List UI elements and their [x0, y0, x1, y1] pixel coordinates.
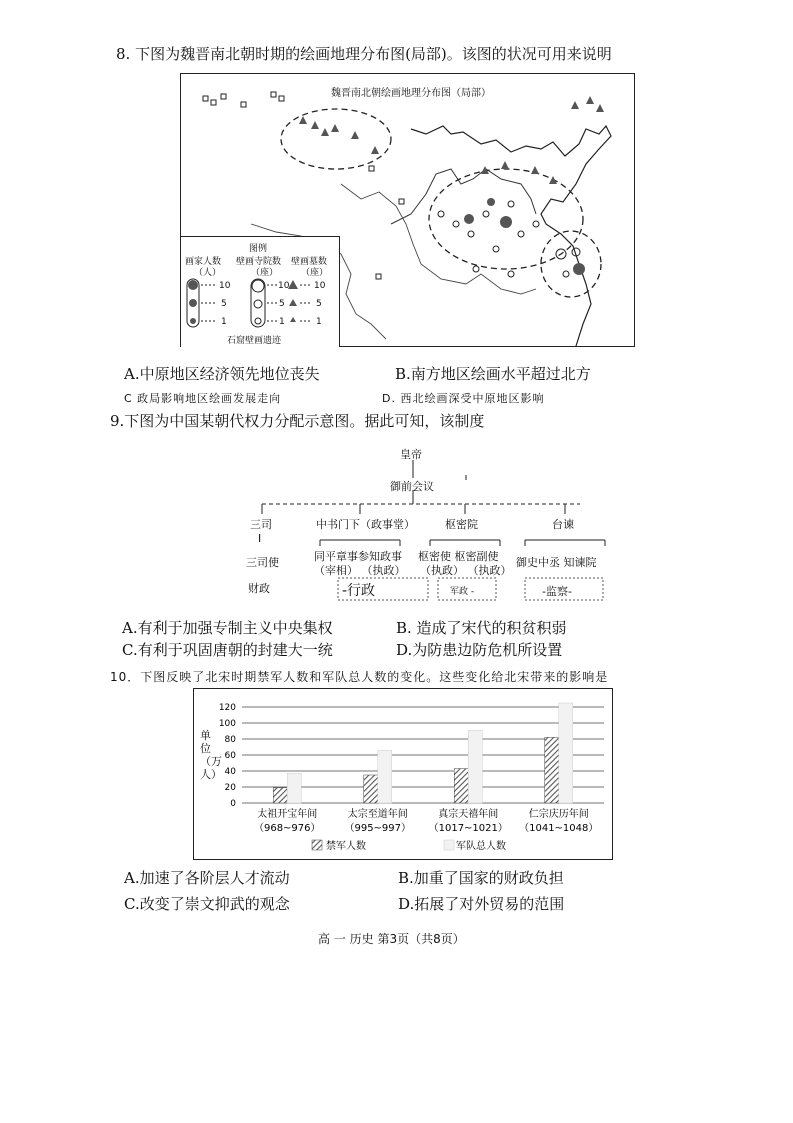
legend-c1-5: 5	[221, 299, 227, 309]
q10-option-c[interactable]: C.改变了崇文抑武的观念	[124, 895, 290, 913]
node-shumishi-2: （执政） （执政）	[420, 564, 512, 577]
q9-option-a[interactable]: A.有利于加强专制主义中央集权	[122, 619, 333, 637]
legend-col2: 壁画寺院数	[236, 257, 282, 267]
legend-c2-10: 10	[278, 281, 290, 291]
node-sansishi: 三司使	[246, 556, 279, 569]
legend-c1-10: 10	[219, 281, 231, 291]
node-yushi: 御史中丞 知谏院	[516, 556, 597, 569]
page-footer: 高 一 历史 第3页（共8页）	[318, 932, 465, 946]
bar-total	[287, 773, 301, 803]
map-coastline	[411, 126, 611, 346]
bar-jinjun	[273, 788, 287, 803]
q10-chart	[194, 689, 612, 859]
y-tick-label: 40	[224, 767, 236, 777]
node-council: 御前会议	[390, 480, 434, 493]
legend-c2-1: 1	[279, 317, 285, 327]
q10-option-d[interactable]: D.拓展了对外贸易的范围	[398, 895, 565, 913]
q9-stem: 9.下图为中国某朝代权力分配示意图。据此可知，该制度	[110, 412, 485, 430]
y-tick-label: 20	[224, 783, 236, 793]
y-tick-label: 80	[224, 735, 236, 745]
q8-option-a[interactable]: A.中原地区经济领先地位丧失	[124, 365, 320, 383]
node-zhongshu: 中书门下（政事堂）	[316, 518, 415, 531]
x-tick-label: 真宗天禧年间	[438, 809, 499, 820]
x-tick-label: 仁宗庆历年间	[528, 809, 589, 820]
node-zaixiang: 同平章事参知政事	[314, 550, 402, 563]
node-zaixiang-2: （宰相） （执政）	[314, 564, 406, 577]
node-jiancha: -监察-	[542, 585, 572, 598]
region-south	[541, 231, 601, 297]
x-tick-years: （1041~1048）	[519, 823, 599, 834]
node-emperor: 皇帝	[400, 448, 422, 461]
y-tick-label: 0	[230, 799, 236, 809]
map-inner-line	[341, 184, 536, 294]
legend-col3-unit: （座）	[301, 268, 329, 278]
map-title: 魏晋南北朝绘画地理分布图（局部）	[331, 88, 491, 99]
legend-swatch-jinjun	[312, 840, 322, 850]
legend-c3-5: 5	[316, 299, 322, 309]
x-tick-label: 太宗至道年间	[347, 809, 408, 820]
legend-col3: 壁画墓数	[291, 257, 328, 267]
legend-swatch-total	[444, 840, 454, 850]
legend-c3-10: 10	[314, 281, 326, 291]
bar-jinjun	[454, 769, 468, 803]
bar-total	[378, 750, 392, 803]
legend-label-jinjun: 禁军人数	[326, 841, 366, 852]
q9-option-c[interactable]: C.有利于巩固唐朝的封建大一统	[122, 641, 333, 659]
q10-stem: 10．下图反映了北宋时期禁军人数和军队总人数的变化。这些变化给北宋带来的影响是	[110, 670, 609, 684]
legend-col1-unit: （人）	[194, 268, 222, 278]
q9-option-d[interactable]: D.为防患边防危机所设置	[396, 641, 563, 659]
x-tick-years: （995~997）	[344, 823, 412, 834]
map-river	[391, 169, 536, 224]
bar-jinjun	[364, 775, 378, 803]
node-junshi: 军政 -	[450, 587, 475, 597]
legend-col2-unit: （座）	[251, 268, 279, 278]
map-legend	[181, 236, 340, 347]
x-tick-years: （1017~1021）	[428, 823, 508, 834]
node-sansi-sub: I	[258, 532, 262, 545]
q8-option-b[interactable]: B.南方地区绘画水平超过北方	[395, 365, 591, 383]
q10-chart-frame	[193, 688, 613, 860]
q8-map	[180, 73, 635, 347]
legend-c1-1: 1	[221, 317, 227, 327]
bar-jinjun	[545, 737, 559, 803]
chart-ylabel: 单位（万人）	[200, 729, 222, 781]
q8-stem: 8. 下图为魏晋南北朝时期的绘画地理分布图(局部)。该图的状况可用来说明	[116, 45, 612, 63]
y-tick-label: 60	[224, 751, 236, 761]
legend-cave: 石窟壁画遗迹	[227, 336, 282, 346]
x-tick-label: 太祖开宝年间	[257, 809, 318, 820]
q8-option-c[interactable]: C 政局影响地区绘画发展走向	[124, 392, 282, 405]
q9-diagram	[230, 440, 620, 610]
q8-option-d[interactable]: D. 西北绘画深受中原地区影响	[382, 392, 545, 405]
bar-total	[468, 730, 482, 803]
y-tick-label: 120	[218, 703, 236, 713]
region-northwest	[281, 109, 391, 169]
legend-title: 图例	[249, 244, 268, 254]
y-tick-label: 100	[218, 719, 236, 729]
node-xingzheng: -行政	[342, 583, 376, 599]
x-tick-years: （968~976）	[253, 823, 321, 834]
q9-option-b[interactable]: B. 造成了宋代的积贫积弱	[396, 619, 567, 637]
node-caizheng: 财政	[248, 582, 270, 595]
q10-option-a[interactable]: A.加速了各阶层人才流动	[124, 869, 290, 887]
node-shumi: 枢密院	[445, 518, 478, 531]
legend-c2-5: 5	[279, 299, 285, 309]
legend-col1: 画家人数	[185, 257, 222, 267]
q10-option-b[interactable]: B.加重了国家的财政负担	[398, 869, 564, 887]
legend-c3-1: 1	[316, 317, 322, 327]
node-shumishi: 枢密使 枢密副使	[418, 550, 499, 563]
node-sansi: 三司	[250, 518, 272, 531]
legend-label-total: 军队总人数	[456, 841, 506, 852]
bar-total	[559, 703, 573, 803]
node-taijian: 台谏	[552, 518, 574, 531]
